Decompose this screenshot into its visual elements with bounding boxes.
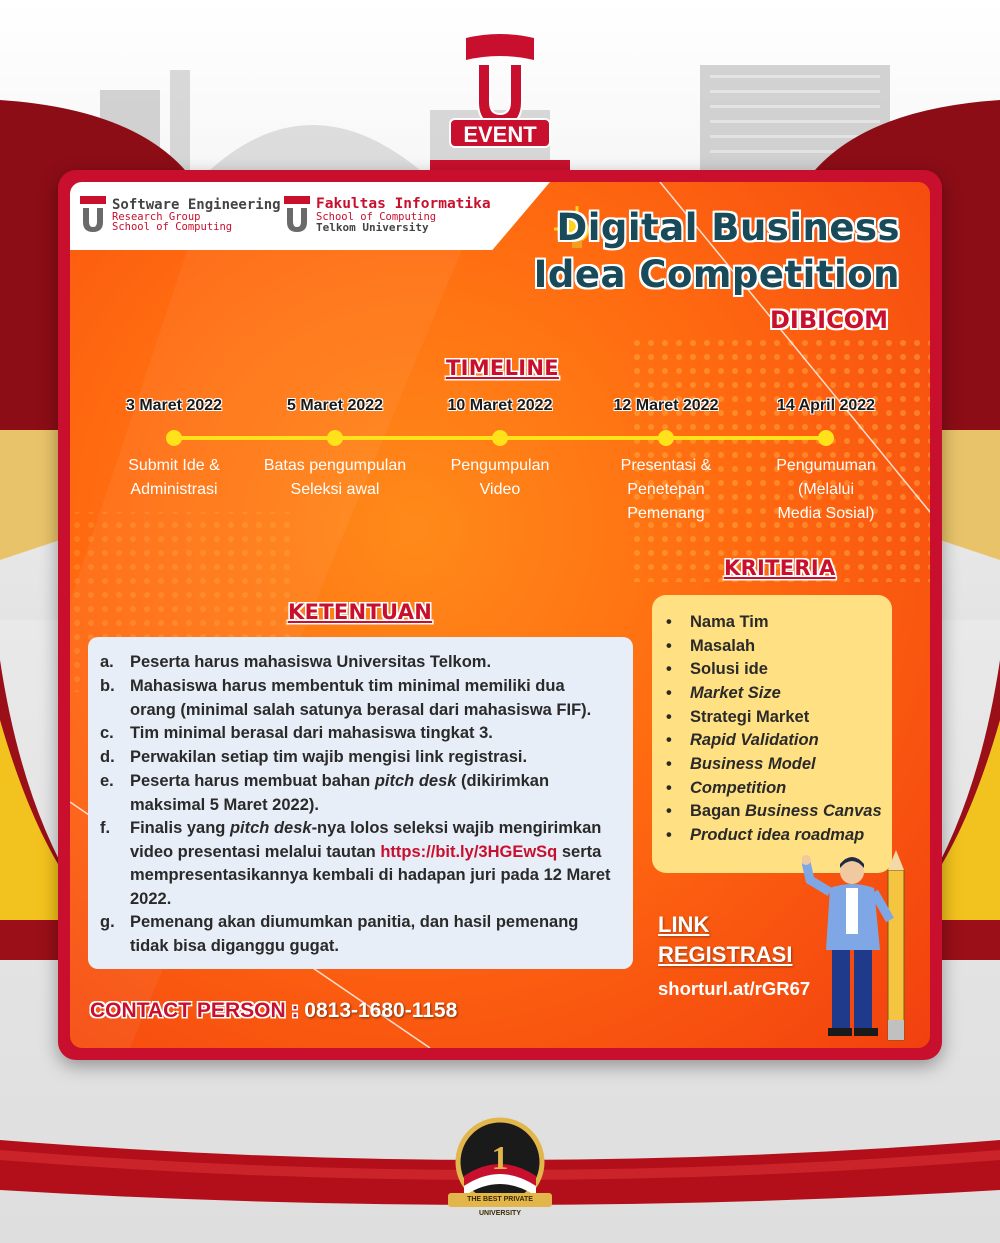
software-engineering-logo — [80, 196, 281, 234]
competition-acronym: DIBICOM — [770, 306, 888, 334]
logo2-line1: Fakultas Informatika — [316, 196, 491, 212]
kriteria-item — [666, 611, 769, 635]
ketentuan-box — [88, 637, 633, 969]
bullet-icon: • — [666, 731, 672, 749]
kriteria-text: Rapid Validation — [690, 731, 819, 749]
kriteria-text: Solusi ide — [690, 660, 768, 678]
ketentuan-letter: a. — [100, 653, 114, 671]
ketentuan-letter: c. — [100, 724, 114, 742]
ketentuan-letter: g. — [100, 913, 115, 931]
ketentuan-text: Tim minimal berasal dari mahasiswa tingkat 3. — [130, 724, 493, 742]
ketentuan-text — [130, 817, 615, 911]
logo2-line3: Telkom University — [316, 221, 429, 234]
ketentuan-text: Perwakilan setiap tim wajib mengisi link registrasi. — [130, 748, 528, 766]
ketentuan-text: Peserta harus mahasiswa Universitas Telkom. — [130, 653, 492, 671]
ketentuan-text — [130, 770, 615, 817]
kriteria-text: Strategi Market — [690, 708, 810, 726]
ketentuan-letter: d. — [100, 748, 115, 766]
timeline-dot — [327, 430, 343, 446]
kriteria-item — [666, 682, 781, 706]
kriteria-item — [666, 753, 816, 777]
ketentuan-heading: KETENTUAN — [288, 600, 433, 624]
timeline-date: 3 Maret 2022 — [125, 397, 223, 414]
ketentuan-text: Pemenang akan diumumkan panitia, dan hasil pemenang tidak bisa diganggu gugat. — [130, 913, 579, 955]
contact-label: CONTACT PERSON : — [90, 999, 305, 1022]
kriteria-text: Product idea roadmap — [690, 826, 865, 844]
pitch-video-link[interactable]: https://bit.ly/3HGEwSq — [380, 842, 558, 861]
bullet-icon: • — [666, 660, 672, 678]
ketentuan-letter: e. — [100, 772, 114, 790]
ketentuan-text-part: Peserta harus membuat bahan — [130, 772, 375, 790]
telkom-university-logo-icon — [80, 196, 106, 234]
ketentuan-text-part: (dikirimkan maksimal 5 Maret 2022). — [130, 772, 550, 814]
bullet-icon: • — [666, 802, 672, 820]
ketentuan-text-italic: pitch desk — [229, 819, 312, 837]
logo1-line3: School of Computing — [112, 221, 233, 233]
telkom-university-logo-icon — [284, 196, 310, 234]
ketentuan-item — [100, 651, 615, 675]
kriteria-item — [666, 777, 786, 801]
title-line2: Idea Competition — [533, 253, 900, 296]
kriteria-text: Competition — [690, 779, 787, 797]
timeline-date: 12 Maret 2022 — [613, 397, 719, 414]
poster-card — [70, 182, 930, 1048]
ketentuan-text-part: serta mempresentasikannya kembali di hadapan juri pada 12 Maret 2022. — [130, 842, 611, 908]
title-line1: Digital Business — [556, 206, 900, 249]
ketentuan-text-italic: pitch desk — [374, 772, 457, 790]
timeline-label: Pengumuman (Melalui Media Sosial) — [776, 457, 876, 522]
kriteria-heading: KRITERIA — [724, 556, 836, 580]
bullet-icon: • — [666, 755, 672, 773]
bullet-icon: • — [666, 637, 672, 655]
ketentuan-text-part: -nya lolos seleksi wajib mengirimkan video presentasi melalui tautan — [130, 819, 602, 861]
timeline-label: Presentasi & Penetepan Pemenang — [620, 457, 712, 522]
event-label: EVENT — [449, 118, 551, 148]
kriteria-item — [666, 635, 755, 659]
registration-heading-line1: LINK — [658, 912, 710, 937]
registration-link[interactable]: shorturl.at/rGR67 — [658, 978, 811, 999]
kriteria-text-italic: Business Canvas — [745, 802, 882, 820]
ketentuan-item — [100, 911, 615, 958]
kriteria-item — [666, 706, 809, 730]
ketentuan-letter: b. — [100, 677, 115, 695]
kriteria-item — [666, 658, 768, 682]
bullet-icon: • — [666, 779, 672, 797]
registration-heading-line2: REGISTRASI — [658, 942, 793, 967]
ketentuan-letter: f. — [100, 819, 111, 837]
bullet-icon: • — [666, 708, 672, 726]
timeline-dot — [658, 430, 674, 446]
ketentuan-item — [100, 746, 615, 770]
timeline-dot — [818, 430, 834, 446]
timeline-label: Batas pengumpulan Seleksi awal — [263, 457, 407, 498]
timeline-dot — [492, 430, 508, 446]
fakultas-informatika-logo — [284, 196, 491, 234]
kriteria-item — [666, 800, 882, 824]
kriteria-text: Bagan — [690, 802, 746, 820]
kriteria-text: Business Model — [690, 755, 816, 773]
competition-title — [490, 204, 900, 298]
bullet-icon: • — [666, 826, 672, 844]
logo1-line1: Software Engineering — [112, 196, 281, 213]
kriteria-box — [652, 595, 892, 873]
kriteria-item — [666, 824, 864, 848]
kriteria-item — [666, 729, 819, 753]
kriteria-text: Masalah — [690, 637, 756, 655]
timeline-heading: TIMELINE — [446, 356, 559, 380]
ketentuan-item — [100, 675, 615, 722]
kriteria-text: Market Size — [690, 684, 781, 702]
ketentuan-text-part: Finalis yang — [130, 819, 230, 837]
contact-person — [90, 999, 457, 1023]
timeline-dot — [166, 430, 182, 446]
badge-text: THE BEST PRIVATE UNIVERSITY — [448, 1193, 552, 1207]
ketentuan-item — [100, 770, 615, 817]
timeline-date: 14 April 2022 — [776, 397, 876, 414]
timeline-date: 5 Maret 2022 — [286, 397, 384, 414]
bullet-icon: • — [666, 684, 672, 702]
ketentuan-item — [100, 722, 615, 746]
bullet-icon: • — [666, 613, 672, 631]
logo1-line2: Research Group — [112, 210, 201, 223]
presenter-illustration — [802, 850, 927, 1045]
kriteria-text: Nama Tim — [690, 613, 769, 631]
ketentuan-text: Mahasiswa harus membentuk tim minimal memiliki dua orang (minimal salah satunya berasal dari mahasiswa FIF). — [130, 677, 592, 719]
contact-number[interactable]: 0813-1680-1158 — [304, 999, 458, 1022]
badge-number: 1 — [491, 1140, 509, 1177]
registration-heading — [658, 910, 792, 970]
logo2-line2: School of Computing — [316, 210, 437, 223]
ketentuan-item — [100, 817, 615, 911]
timeline-label: Submit Ide & Administrasi — [128, 457, 220, 498]
timeline-date: 10 Maret 2022 — [447, 397, 553, 414]
timeline-label: Pengumpulan Video — [450, 457, 550, 498]
